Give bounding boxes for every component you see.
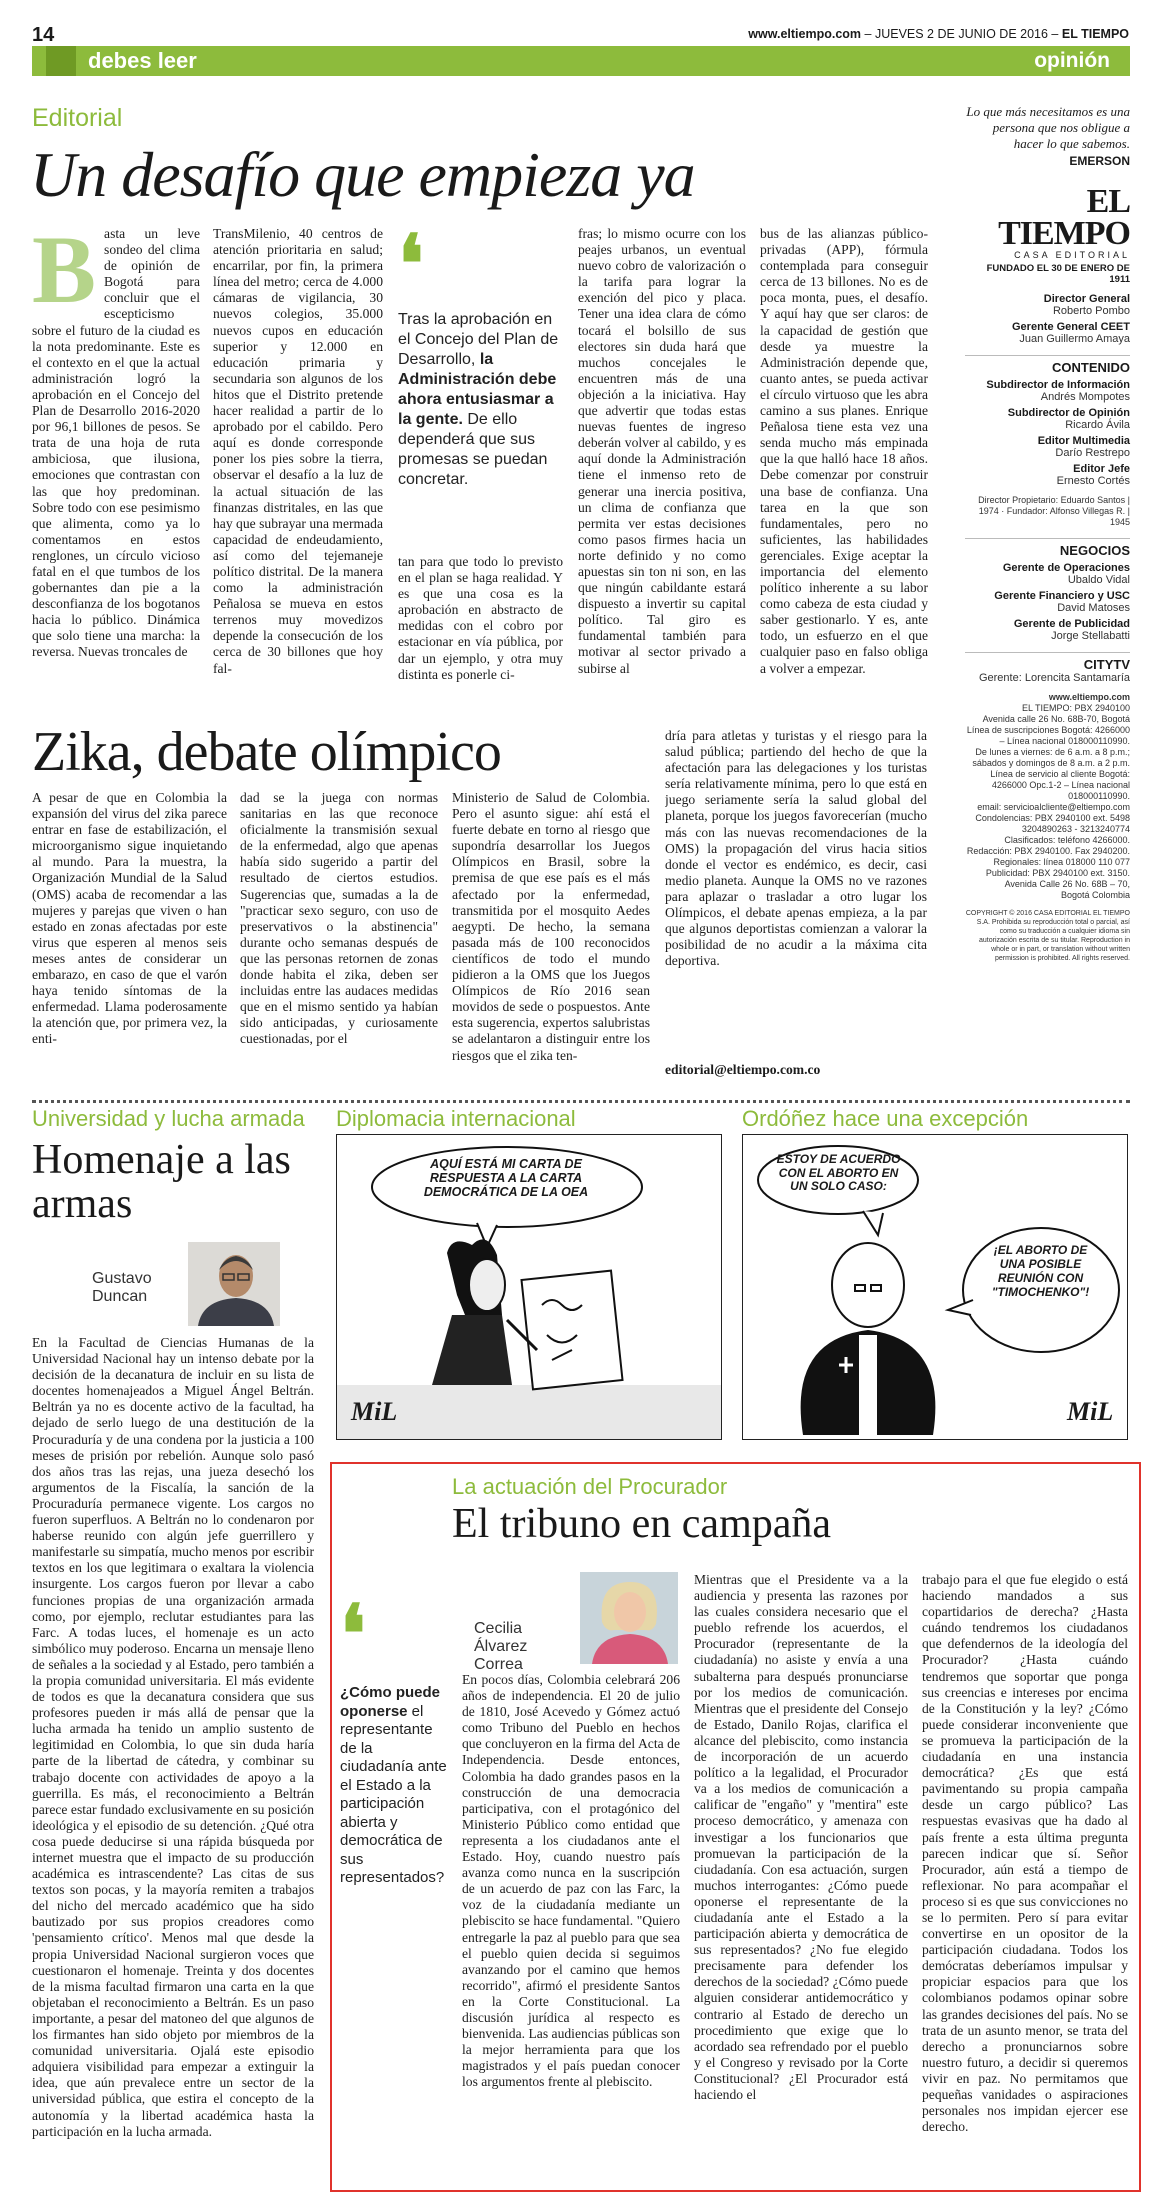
tribuno-column-3: trabajo para el que fue elegido o está haciendo mandados a sus copartidarios de derecha? ¿Hasta cuándo tendremos los ciudadanos que defendernos de la ideología del Procurador? ¿Hasta cuándo tendremos que soportar que ponga sus creencias e intereses por encima de la Constitución y la ley? ¿Cómo puede considerar inconveniente que se promueva la participación de la ciudadanía en una instancia democrática? ¿Es que está pavimentando su propia campaña desde un cargo público? Las respuestas evasivas que ha dado al país frente a esta última pregunta parecen indicar que sí. Señor Procurador, aún está a tiempo de reflexionar. No para acompañar el proceso si es que sus convicciones no se lo permiten. Pero sí para evitar convertirse en un opositor de la participación ciudadana. Todos los demócratas deberíamos impulsar y propiciar espacios para que los colombianos podamos opinar sobre las grandes decisiones del país. No se trata de un asunto menor, se trata del derecho a pronunciarnos sobre nuestro futuro, a decidir si queremos vivir en paz. No permitamos que pequeñas vanidades o aspiraciones personales nos impidan ejercer ese derecho. — [922, 1572, 1128, 2135]
editorial-title: Un desafío que empieza ya — [30, 139, 695, 210]
contact-line: Avenida Calle 26 No. 68B – 70, — [1004, 879, 1130, 889]
section-separator — [32, 1100, 1130, 1103]
cartoon1-kicker: Diplomacia internacional — [336, 1106, 576, 1131]
contact-list — [965, 703, 1130, 901]
citytv-heading: CITYTV — [965, 652, 1130, 672]
sidebar-quote: Lo que más necesitamos es una persona que nos obligue a hacer lo que sabemos. — [966, 104, 1130, 151]
staff-name: Ubaldo Vidal — [1067, 574, 1130, 586]
sidebar-quote-author: EMERSON — [1069, 154, 1130, 168]
header-brand: EL TIEMPO — [1061, 27, 1129, 41]
staff-name: Juan Guillermo Amaya — [1019, 333, 1130, 345]
cartoon1-speech: AQUÍ ESTÁ MI CARTA DE RESPUESTA A LA CARTA DEMOCRÁTICA DE LA OEA — [423, 1157, 589, 1199]
staff-role: Subdirector de Información — [986, 379, 1130, 391]
page-number: 14 — [32, 24, 55, 46]
section-tab — [46, 46, 76, 76]
contact-line: Avenida calle 26 No. 68B-70, Bogotá — [982, 714, 1130, 724]
staff-role: Editor Jefe — [1073, 463, 1130, 475]
zika-column-4: dría para atletas y turistas y el riesgo para la salud pública; partiendo del hecho de que la afectación para las delegaciones y los turistas sería relativamente mínima, pero lo que está en juego seriamente sería la salud global del planeta, porque los juegos favorecerían (mucho más con las nuevas recomendaciones de la OMS) la propagación del virus hacia sitios donde el vector es endémico, es decir, casi medio planeta. Aunque la OMS no ve razones para aplazar o trasladar a otro lugar los Olímpicos, el debate apenas empieza, a la par que algunos deportistas comienzan a valorar la posibilidad de no acudir a la máxima cita deportiva. — [665, 728, 927, 969]
contact-line: email: servicioalcliente@eltiempo.com — [977, 802, 1130, 812]
pullquote-text — [398, 310, 563, 490]
editorial-pullquote — [398, 222, 563, 490]
cartoon2-speech-1: ESTOY DE ACUERDO CON EL ABORTO EN UN SOLO CASO: — [776, 1152, 901, 1193]
tribuno-column-1: En pocos días, Colombia celebrará 206 años de independencia. El 20 de julio de 1810, José Acevedo y Gómez actuó como Tribuno del Pueblo en hechos que concluyeron en la firma del Acta de Independencia. Desde entonces, Colombia ha dado grandes pasos en la construcción de una democracia participativa, con el protagónico del Ministerio Público como entidad que representa a los ciudadanos ante el Estado. Hoy, cuando nuestro país avanza como nunca en la suscripción de un acuerdo de paz con las Farc, la voz de la ciudadanía mediante un plebiscito se hace fundamental. "Quiero entregarle la paz al pueblo para que sea el pueblo quien decida si seguimos avanzando por el camino que hemos recorrido", afirmó el presidente Santos en la Corte Constitucional. La discusión jurídica al respecto es bienvenida. Las audiencias públicas son la mejor herramienta para que los magistrados y el país puedan conocer los argumentos frente al plebiscito. — [462, 1672, 680, 2090]
editorial-column-3: tan para que todo lo previsto en el plan se haga realidad. Y es que una cosa es la aprobación en abstracto de medidas con el cobro por estacionar en vía pública, por dar un ejemplo, y otra muy distinta es ponerle ci- — [398, 554, 563, 682]
contact-site[interactable]: www.eltiempo.com — [1048, 692, 1130, 702]
masthead-sidebar — [965, 104, 1130, 963]
cartoon-ordonez — [742, 1134, 1128, 1440]
contact-line: Línea de servicio al cliente Bogotá: 4266000 Opc.1-2 – Línea nacional 018000110990. — [990, 769, 1130, 801]
homenaje-byline — [92, 1270, 182, 1306]
contact-line: De lunes a viernes: de 6 a.m. a 8 p.m.; sábados y domingos de 8 a.m. a 2 p.m. — [972, 747, 1130, 768]
staff-name: Ricardo Ávila — [1065, 419, 1130, 431]
homenaje-body: En la Facultad de Ciencias Humanas de la Universidad Nacional hay un intenso debate por la decisión de la decanatura de incluir en su lista de docentes homenajeados a Miguel Ángel Beltrán. Beltrán ya no es docente activo de la facultad, ha dejado de serlo luego de una destitución de la Procuraduría y de una condena por la justicia a 100 meses de prisión por rebelión. Aunque solo pasó dos años tras las rejas, una jueza desechó los argumentos de la Fiscalía, la sanción de la Procuraduría permanece vigente. Los cargos no fueron superfluos. A Beltrán no lo condenaron por haberse reunido con algún jefe guerrillero y manifestarle su simpatía, mucho menos por escribir textos en los que legitimara o exaltara la violencia insurgente. Los cargos fueron por llevar a cabo funciones propias de una organización armada como, por ejemplo, reclutar estudiantes para las Farc. A todas luces, el homenaje es un acto simbólico muy poderoso. Encarna un mensaje lleno de señales a la sociedad y al Estado, pero también a la propia comunidad universitaria. El más evidente de todos es que la decanatura considera que sus profesores pueden ir más allá de pensar que la lucha armada ha tenido un amplio sustento de legitimidad en Colombia, lo que sin duda haría parte de la libertad de cátedra, y combinar su trabajo docente con actividades de apoyo a la guerrilla. Es más, el reconocimiento a Beltrán parece estar fundado exclusivamente en su posición ideológica y el episodio de su detención. ¿Qué otra cosa puede deducirse si una rápida búsqueda por internet muestra que el impacto de su producción académica es intrascendente? Las citas de sus textos son pocas, y la mayoría remiten a trabajos del nicho del mercado académico que ha sido bautizado por sus propios creadores como 'pensamiento crítico'. Menos mal que desde la propia Universidad Nacional surgieron voces que cuestionaron el homenaje. Treinta y dos docentes de la misma facultad firmaron una carta en la que objetaban el reconocimiento a Beltrán. Es un paso importante, a pesar del matoneo del que algunos de los firmantes han sido objeto por miembros de la comunidad universitaria. Ojalá este episodio adquiera visibilidad para empezar a extinguir la idea, que aún prevalece entre un sector de la universidad pública, que estira el concepto de la autonomía y la libertad académica hasta la participación en la lucha armada. — [32, 1335, 314, 2139]
section-left-label: debes leer — [88, 48, 197, 73]
tribuno-byline — [474, 1620, 564, 1674]
tribuno-pullquote-text — [340, 1684, 450, 1888]
editorial-column-2: TransMilenio, 40 centros de atención prioritaria en salud; encarrilar, por fin, la primera línea del metro; cerca de 4.000 cámaras de vigilancia, 30 nuevos colegios, 35.000 nuevos cupos en educación superior y 12.000 en educación primaria y secundaria son algunos de los hitos que el Distrito pretende hacer realidad a partir de lo aprobado por el cabildo. Pero aquí es donde corresponde poner los pies sobre la tierra, observar el desafío a la luz de la actual situación de las finanzas distritales, en las que hay que subrayar una mermada capacidad de endeudamiento, así como del tejemaneje político distrital. De la manera como la administración Peñalosa se mueva en estos terrenos muy movedizos depende la consecución de los cerca de 30 billones que hoy fal- — [213, 226, 383, 676]
homenaje-author: Gustavo Duncan — [92, 1270, 152, 1305]
staff-role: Editor Multimedia — [1037, 435, 1130, 447]
staff-name: Andrés Mompotes — [1040, 391, 1130, 403]
zika-email[interactable]: editorial@eltiempo.com.co — [665, 1062, 821, 1077]
cartoon2-kicker: Ordóñez hace una excepción — [742, 1106, 1029, 1131]
staff-role: Gerente General CEET — [1012, 321, 1130, 333]
quote-mark-icon: ❛ — [398, 222, 424, 310]
staff-name: Ernesto Cortés — [1056, 475, 1130, 487]
header-info — [748, 27, 1129, 41]
contact-line: Redacción: PBX 2940100. Fax 2940200. — [966, 846, 1130, 856]
author-photo-alvarez — [580, 1572, 678, 1664]
zika-column-3: Ministerio de Salud de Colombia. Pero el asunto sigue: ahí está el fuerte debate en torno al riesgo que supondría desarrollar los Juegos Olímpicos en Brasil, sobre la premisa de que ese país es el más afectado por la enfermedad, transmitida por el mosquito Aedes aegypti. De hecho, la semana pasada más de 100 reconocidos científicos de todo el mundo pidieron a la OMS que los Juegos Olímpicos de Río 2016 sean movidos de sede o pospuestos. Ante esta sugerencia, expertos salubristas se adelantaron a distinguir entre los riesgos que el zika ten- — [452, 790, 650, 1063]
masthead-subtitle: CASA EDITORIAL — [1014, 250, 1130, 260]
contact-line: Condolencias: PBX 2940100 ext. 5498 — [975, 813, 1130, 823]
contact-line: Línea de suscripciones Bogotá: 4266000 – Línea nacional 018000110990. — [966, 725, 1130, 746]
zika-column-1: A pesar de que en Colombia la expansión del virus del zika parece entrar en fase de estabilización, el microorganismo sigue inquietando al mundo. Para la muestra, la Organización Mundial de la Salud (OMS) acaba de recomendar a las mujeres y parejas que viven o han estado en zonas afectadas por este virus que esperen al menos seis meses antes de considerar un embarazo, en caso de que el varón haya tenido síntomas de la enfermedad. Llama poderosamente la atención que, por primera vez, la enti- — [32, 790, 227, 1047]
editorial-column-5: bus de las alianzas público-privadas (APP), fórmula contemplada para conseguir cerca de 13 billones. No es de poca monta, pues, el desafío. Y aquí hay que ser claros: de la capacidad de gestión que desde ya muestre la Administración depende que, cuanto antes, se pueda activar el círculo virtuoso que les abra camino a sus planes. Enrique Peñalosa tiene esta vez una senda mucho más empinada que la que halló hace 18 años. Debe comenzar por construir una base de confianza. Una tarea en la que son fundamentales, pero no suficientes, las habilidades gerenciales. Exige aceptar la importancia del elemento político inherente a su labor como cabeza de esta ciudad y saber gestionarlo. Y es, ante todo, un esfuerzo en el que cualquier paso en falso obliga a volver a empezar. — [760, 226, 928, 676]
staff-name: David Matoses — [1057, 602, 1130, 614]
editorial-column-1 — [32, 226, 200, 706]
staff-name: Darío Restrepo — [1055, 447, 1130, 459]
contact-line: Clasificados: teléfono 4266000. — [1004, 835, 1130, 845]
homenaje-title: Homenaje a las armas — [32, 1137, 291, 1227]
staff-name: Roberto Pombo — [1052, 305, 1130, 317]
header-separator: – — [864, 27, 875, 41]
quote-mark-icon: ❛ — [340, 1592, 366, 1680]
section-bar — [32, 46, 1130, 76]
tribuno-title: El tribuno en campaña — [452, 1501, 832, 1547]
header-separator-2: – — [1051, 27, 1062, 41]
contact-line: Bogotá Colombia — [1060, 890, 1130, 900]
site-url[interactable]: www.eltiempo.com — [748, 27, 862, 41]
tribuno-kicker: La actuación del Procurador — [452, 1474, 728, 1499]
pullquote-part-2: De ello dependerá que sus promesas se puedan concretar. — [398, 411, 548, 488]
tribuno-pullquote-normal: el representante de la ciudadanía ante el Estado a la participación abierta y democrática de sus representados? — [340, 1702, 447, 1886]
staff-role: Gerente de Publicidad — [1013, 618, 1130, 630]
cartoon2-speech-2: ¡EL ABORTO DE UNA POSIBLE REUNIÓN CON "TIMOCHENKO"! — [991, 1243, 1090, 1299]
author-photo-duncan — [188, 1242, 280, 1326]
section-right-label: opinión — [1034, 49, 1110, 72]
zika-column-2: dad se la juega con normas sanitarias en las que reconoce oficialmente la transmisión sexual de la enfermedad, algo que apenas había sido sugerido a partir del resultado de ciertos estudios. Sugerencias que, sumadas a la de "practicar sexo seguro, con uso de preservativos o la abstinencia" durante ocho semanas después de que las personas retornen de zonas donde habita el zika, deben ser incluidas entre las audaces medidas que en el mismo sentido ya habían sido anticipadas, y curiosamente cuestionadas, por el — [240, 790, 438, 1047]
drop-cap: B — [32, 226, 97, 323]
pullquote-part-1: Tras la aprobación en el Concejo del Plan de Desarrollo, — [398, 311, 559, 368]
homenaje-kicker: Universidad y lucha armada — [32, 1106, 305, 1131]
staff-role: Director General — [1043, 293, 1130, 305]
copyright-note: COPYRIGHT © 2016 CASA EDITORIAL EL TIEMPO S.A. Prohibida su reproducción total o parcial, así como su traducción a cualquier idioma sin autorización escrita de su titular. Reproduction in whole or in part, or translation without written permission is prohibited. All rights reserved. — [965, 910, 1130, 962]
staff-role: Gerente de Operaciones — [1002, 562, 1130, 574]
staff-role: Gerente Financiero y USC — [994, 590, 1130, 602]
editorial-kicker: Editorial — [32, 104, 123, 132]
editorial-column-4: fras; lo mismo ocurre con los peajes urbanos, un eventual nuevo cobro de valorización o la tarifa para lograr la exención del pico y placa. Tener una idea clara de cómo tocará el bolsillo de sus electores sin duda hará que muchos concejales le encuentren más de una objeción a la iniciativa. Hay que advertir que todas estas nuevas fuentes de ingreso deberán volver al cabildo, y es aquí donde la Administración tiene el inmenso reto de generar una inercia positiva, un clima de confianza que permita ver estas decisiones como pasos firmes hacia un norte definido y no como apuestas sin ton ni son, en las que ningún cabildante estará dispuesto a invertir su capital político. Tal giro es fundamental también para motivar al sector privado a subirse al — [578, 226, 746, 676]
masthead-founded: FUNDADO EL 30 DE ENERO DE 1911 — [986, 263, 1130, 285]
tribuno-pullquote-bold: ¿Cómo puede oponerse — [340, 1684, 440, 1720]
negocios-heading: NEGOCIOS — [965, 538, 1130, 558]
contact-line: Publicidad: PBX 2940100 ext. 3150. — [985, 868, 1130, 878]
contact-line: Regionales: línea 018000 110 077 — [993, 857, 1130, 867]
contenido-heading: CONTENIDO — [965, 355, 1130, 375]
contact-line: 3204890263 - 3213240774 — [1021, 824, 1130, 834]
cartoon1-signature: MiL — [351, 1397, 398, 1426]
header-date: JUEVES 2 DE JUNIO DE 2016 — [874, 27, 1048, 41]
staff-role: Subdirector de Opinión — [1007, 407, 1130, 419]
cartoon2-signature: MiL — [1067, 1397, 1114, 1426]
cartoon-diplomacia — [336, 1134, 722, 1440]
tribuno-pullquote — [340, 1592, 450, 1888]
tribuno-column-2: Mientras que el Presidente va a la audiencia y presenta las razones por las cuales considera necesario que el pueblo refrende los acuerdos, el Procurador (representante de la ciudadanía) no asiste y envía a una subalterna para después pronunciarse por los medios de comunicación. Mientras que el presidente del Consejo de Estado, Danilo Rojas, clarifica el alcance del plebiscito, como instancia de incorporación de un acuerdo político a la legalidad, el Procurador va a los medios de comunicación a calificar de "engaño" y "mentira" este proceso democrático, y amenaza con investigar a los funcionarios que promuevan la participación de la ciudadanía. Con esa actuación, surgen muchos interrogantes: ¿Cómo puede oponerse el representante de la ciudadanía ante el Estado a la participación abierta y democrática de sus representados? ¿No fue elegido precisamente para defender los derechos de la sociedad? ¿Cómo puede alguien considerar antidemocrático y contrario al Estado de derecho un procedimiento que exige que lo acordado sea refrendado por el pueblo y el Congreso y revisado por la Corte Constitucional? ¿El Procurador está haciendo el — [694, 1572, 908, 2102]
editorial-col1-text: asta un leve sondeo del clima de opinión de Bogotá para concluir que el escepticismo sobre el futuro de la ciudad es la nota predominante. Este es el contexto en el que la actual administración logró la aprobación en el Concejo del Plan de Desarrollo 2016-2020 por 96,1 billones de pesos. Se trata de una hoja de ruta ambiciosa, que ilusiona, emociones que contrastan con las que hoy predominan. Sobre todo con ese pesimismo que alimenta, como ya lo comentamos en estos renglones, un círculo vicioso fatal en el que tumbos de los gobernantes dan pie a la desconfianza de los bogotanos hacia lo público. Dinámica que solo tiene una marcha: la reversa. Nuevas troncales de — [32, 226, 200, 660]
owners-note: Director Propietario: Eduardo Santos | 1974 · Fundador: Alfonso Villegas R. | 1945 — [978, 495, 1130, 527]
pullquote-bold: la Administración debe ahora entusiasmar a la gente. — [398, 351, 557, 428]
staff-name: Jorge Stellabatti — [1051, 630, 1130, 642]
masthead-logo: EL TIEMPO — [998, 183, 1130, 252]
citytv-manager: Gerente: Lorencita Santamaría — [978, 672, 1130, 684]
tribuno-author: Cecilia Álvarez Correa — [474, 1620, 528, 1673]
contact-line: EL TIEMPO: PBX 2940100 — [1021, 703, 1130, 713]
zika-title: Zika, debate olímpico — [32, 721, 501, 783]
